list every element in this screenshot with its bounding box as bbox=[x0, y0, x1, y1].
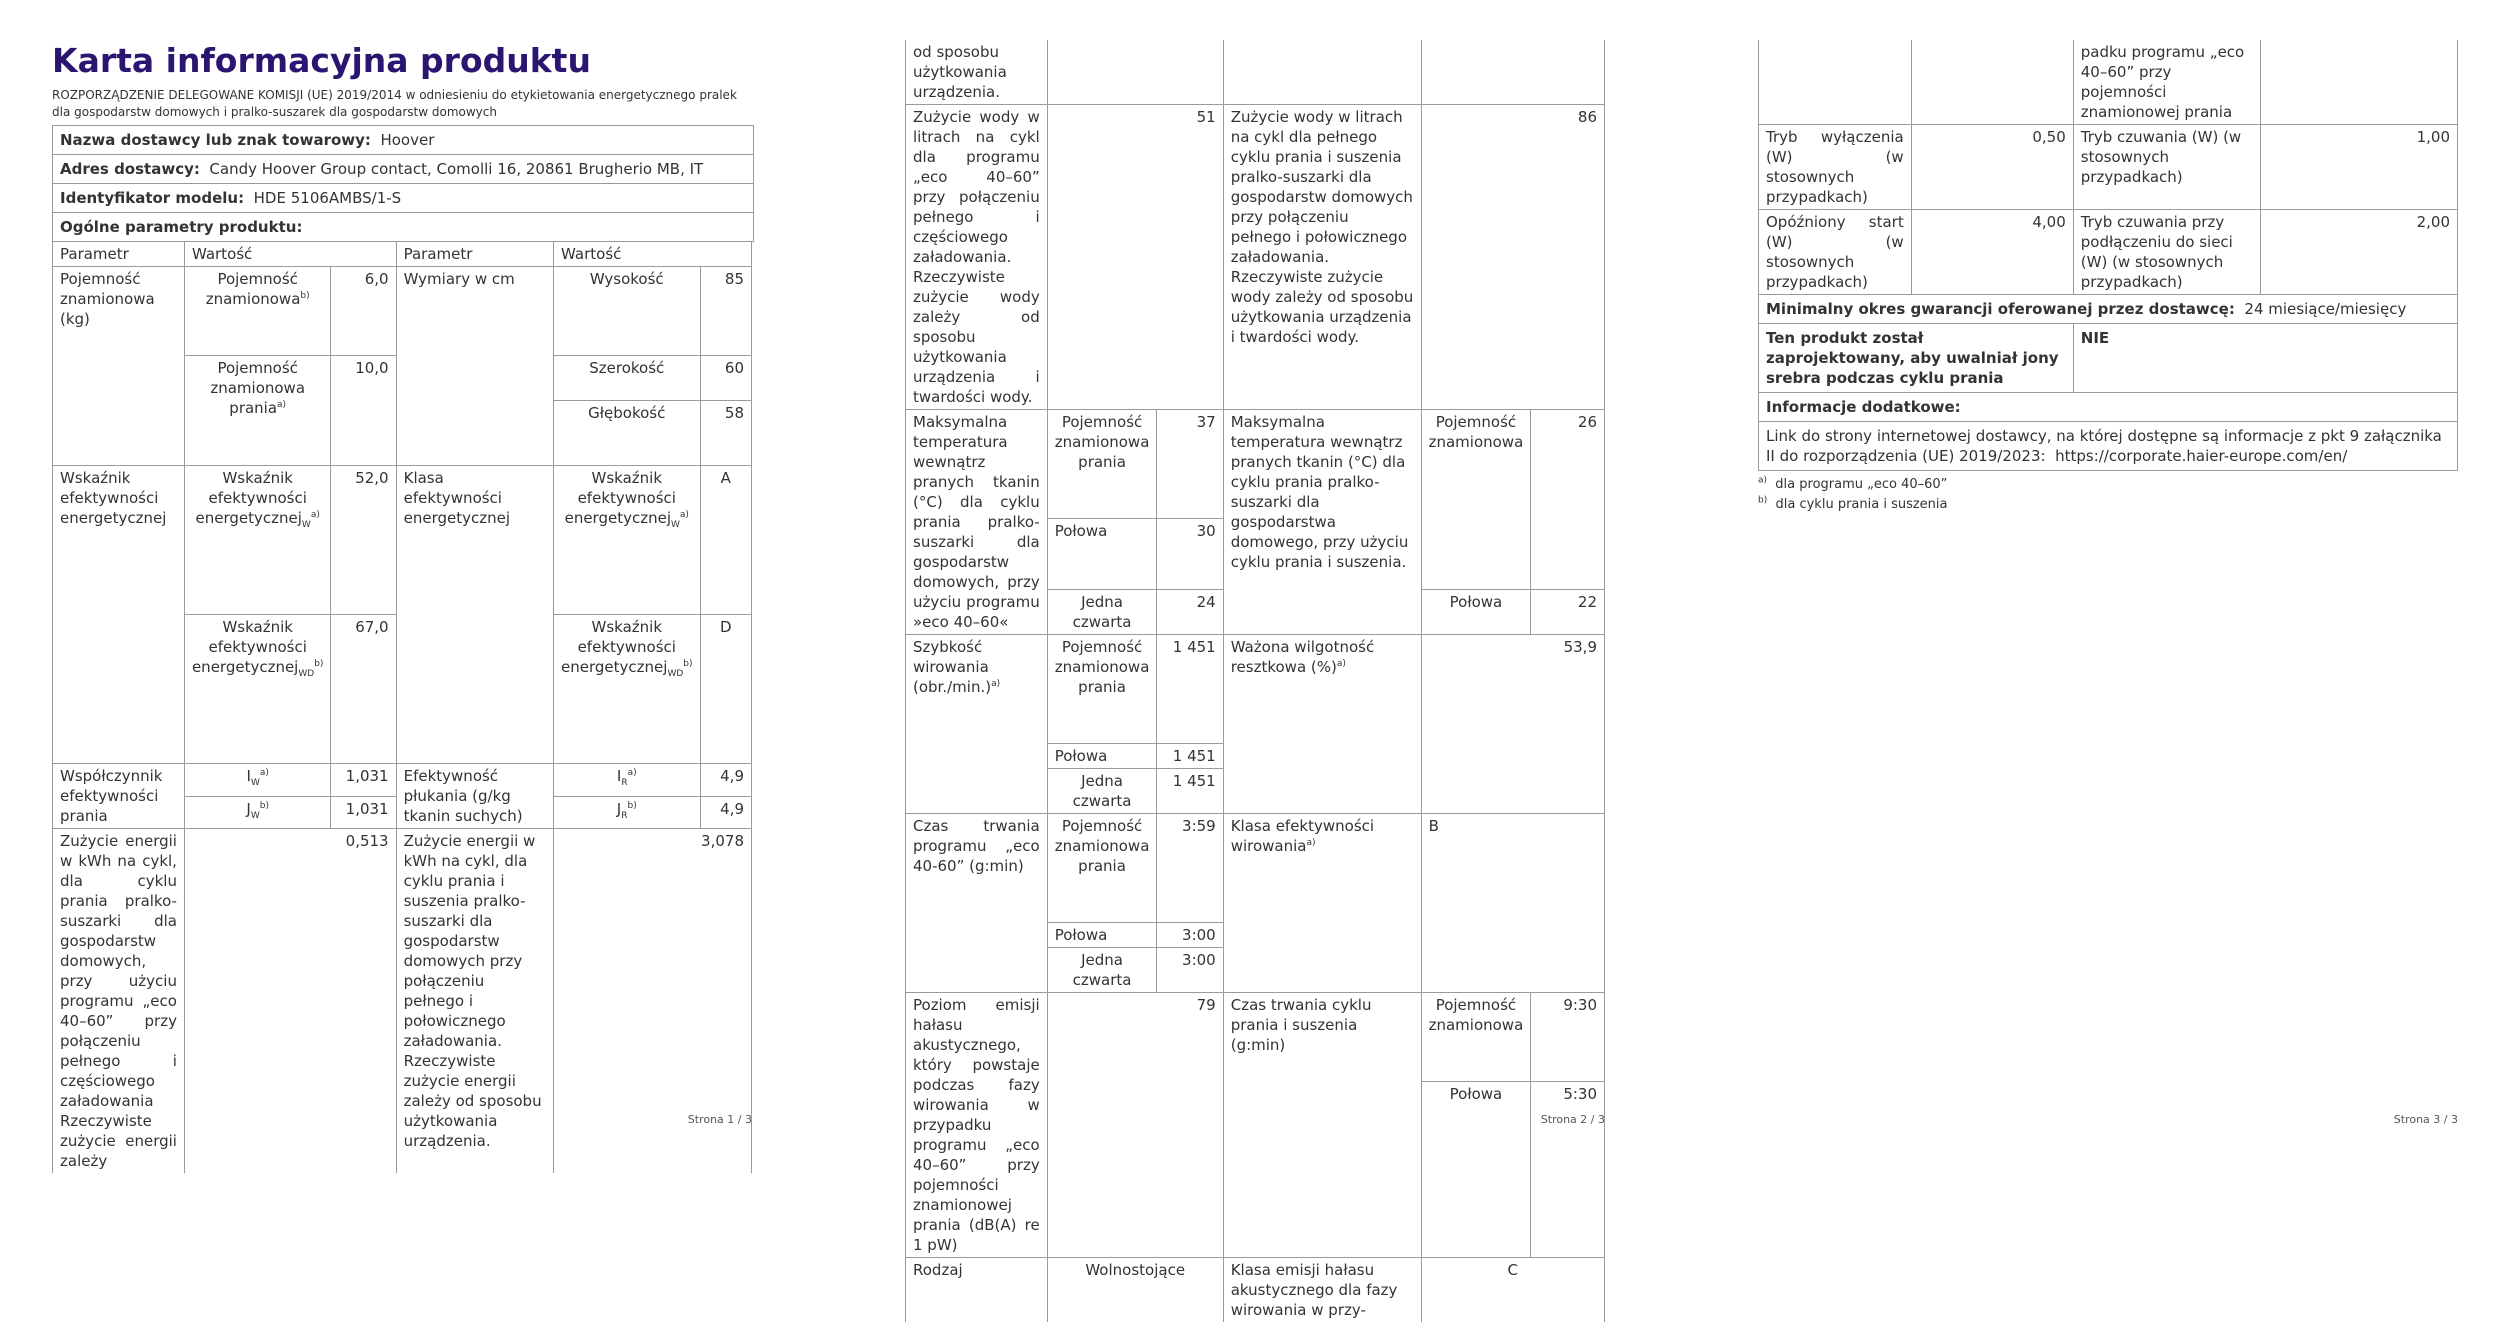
supplier-label: Nazwa dostawcy lub znak towarowy: bbox=[60, 131, 371, 149]
water-wash-value: 51 bbox=[1047, 105, 1223, 410]
temp-quarter-sub: Jedna czwarta bbox=[1047, 590, 1157, 635]
moisture-value: 53,9 bbox=[1421, 635, 1604, 814]
additional-info-label: Informacje dodatkowe: bbox=[1759, 393, 2458, 422]
regulation-text: ROZPORZĄDZENIE DELEGOWANE KOMISJI (UE) 2019/2014 w odniesieniu do etykietowania energetycznego pralek dla gospodarstw domowych i pralko-suszarek dla gospodarstw domowych bbox=[52, 87, 752, 121]
cont-empty-3 bbox=[1421, 40, 1604, 105]
temp-half-value: 30 bbox=[1157, 519, 1223, 590]
network-standby-value: 2,00 bbox=[2261, 210, 2458, 295]
iw-value: 1,031 bbox=[331, 764, 396, 797]
capacity-wd-value: 10,0 bbox=[331, 356, 396, 466]
iw-symbol: $I_W^{a)}$ bbox=[184, 764, 330, 797]
energy-wash-label: Zużycie energii w kWh na cykl, dla cyklu prania pralko-suszarki dla gospodarstw domowych, przy użyciu programu „eco 40–60” przy połączeniu pełnego i częściowego załadowania Rzeczywiste zużycie energii zależy bbox=[53, 829, 185, 1174]
jw-symbol: $J_W^{b)}$ bbox=[184, 796, 330, 829]
page-number: Strona 2 / 3 bbox=[1541, 1113, 1605, 1126]
depth-value: 58 bbox=[700, 401, 752, 466]
wd-duration-half-sub: Połowa bbox=[1421, 1082, 1531, 1258]
supplier-info-table bbox=[52, 125, 754, 242]
spin-label: Szybkość wirowania $(obr./\min.)^{a)}$ bbox=[906, 635, 1048, 814]
warranty-label: Minimalny okres gwarancji oferowanej przez dostawcę: bbox=[1766, 300, 2235, 318]
spin-quarter-sub: Jedna czwarta bbox=[1047, 769, 1157, 814]
temp-wash-label: Maksymalna temperatura wewnątrz pranych tkanin (°C) dla cyklu prania pralko-suszarki dla gospodarstw domowych, przy użyciu programu »eco 40–60« bbox=[906, 410, 1048, 635]
jw-value: 1,031 bbox=[331, 796, 396, 829]
supplier-link[interactable]: https://corporate.haier-europe.com/en/ bbox=[2055, 447, 2347, 465]
page-number: Strona 3 / 3 bbox=[2394, 1113, 2458, 1126]
spin-half-value: 1 451 bbox=[1157, 744, 1223, 769]
footnote-b: $^{b)}$ dla cyklu prania i suszenia bbox=[1758, 495, 2458, 515]
general-label: Ogólne parametry produktu: bbox=[60, 218, 302, 236]
noise-class-value: C bbox=[1421, 1258, 1604, 1322]
eei-label: Wskaźnik efektywności energetycznej bbox=[53, 466, 185, 764]
water-wd-label: Zużycie wody w litrach na cykl dla pełnego cyklu prania i suszenia pralko-suszarki dla gospodarstw domowych przy połączeniu pełnego i połowicznego załadowania. Rzeczywiste zużycie wody zależy od sposobu użytkowania urządzenia i twardości wody. bbox=[1223, 105, 1421, 410]
cont-empty-right-val bbox=[2261, 40, 2458, 125]
temp-wd-rated-value: 26 bbox=[1531, 410, 1605, 590]
warranty-value: 24 miesiące/miesięcy bbox=[2244, 300, 2406, 318]
duration-quarter-sub: Jedna czwarta bbox=[1047, 948, 1157, 993]
cont-text: padku programu „eco 40–60” przy pojemności znamionowej prania bbox=[2073, 40, 2260, 125]
parameters-table bbox=[52, 242, 752, 1173]
jr-value: 4,9 bbox=[700, 796, 752, 829]
eclass-wd-sub: Wskaźnik efektywności energetycznej$_{WD}^{b)}$ bbox=[554, 615, 700, 764]
page-number: Strona 1 / 3 bbox=[688, 1113, 752, 1126]
duration-half-value: 3:00 bbox=[1157, 923, 1223, 948]
supplier-value: Hoover bbox=[380, 131, 434, 149]
silver-ions-value: NIE bbox=[2073, 324, 2457, 393]
cont-text: od sposobu użytkowania urządzenia. bbox=[906, 40, 1048, 105]
delay-start-label: Opóźniony start (W) (w stosownych przypadkach) bbox=[1759, 210, 1912, 295]
energy-wd-label: Zużycie energii w kWh na cykl, dla cyklu prania i suszenia pralko-suszarki dla gospodarstw domowych przy połączeniu pełnego i połowicznego załadowania. Rzeczywiste zużycie energii zależy od sposobu użytkowania urządzenia. bbox=[396, 829, 553, 1174]
wd-duration-rated-value: 9:30 bbox=[1531, 993, 1605, 1082]
temp-wd-rated-sub: Pojemność znamionowa bbox=[1421, 410, 1531, 590]
noise-class-label: Klasa emisji hałasu akustycznego dla fazy wirowania w przy- bbox=[1223, 1258, 1421, 1322]
model-value: HDE 5106AMBS/1-S bbox=[254, 189, 402, 207]
wd-duration-half-value: 5:30 bbox=[1531, 1082, 1605, 1258]
water-wd-value: 86 bbox=[1421, 105, 1604, 410]
water-wash-label: Zużycie wody w litrach na cykl dla programu „eco 40–60” przy połączeniu pełnego i częściowego załadowania. Rzeczywiste zużycie wody zależy od sposobu użytkowania urządzenia i twardości wody. bbox=[906, 105, 1048, 410]
general-row bbox=[53, 213, 754, 242]
address-label: Adres dostawcy: bbox=[60, 160, 200, 178]
noise-label: Poziom emisji hałasu akustycznego, który powstaje podczas fazy wirowania w przypadku programu „eco 40–60” przy pojemności znamionowej prania (dB(A) re 1 pW) bbox=[906, 993, 1048, 1258]
noise-value: 79 bbox=[1047, 993, 1223, 1258]
address-row bbox=[53, 155, 754, 184]
parameters-table-end bbox=[1758, 40, 2458, 471]
temp-rated-value: 37 bbox=[1157, 410, 1223, 519]
off-mode-label: Tryb wyłączenia (W) (w stosownych przypadkach) bbox=[1759, 125, 1912, 210]
col-header-value-2: Wartość bbox=[554, 242, 752, 267]
col-header-param: Parametr bbox=[53, 242, 185, 267]
address-value: Candy Hoover Group contact, Comolli 16, 20861 Brugherio MB, IT bbox=[209, 160, 703, 178]
jr-symbol: $J_R^{b)}$ bbox=[554, 796, 700, 829]
parameters-table-cont bbox=[905, 40, 1605, 1322]
page-3 bbox=[1758, 0, 2458, 1183]
eclass-wd-value: D bbox=[700, 615, 752, 764]
spin-rated-sub: Pojemność znamionowa prania bbox=[1047, 635, 1157, 744]
energy-class-label: Klasa efektywności energetycznej bbox=[396, 466, 553, 764]
height-label: Wysokość bbox=[554, 267, 700, 356]
standby-value: 1,00 bbox=[2261, 125, 2458, 210]
silver-ions-label: Ten produkt został zaprojektowany, aby uwalniał jony srebra podczas cyklu prania bbox=[1759, 324, 2074, 393]
type-value: Wolnostojące bbox=[1047, 1258, 1223, 1322]
spin-class-label: Klasa efektywności wirowania$^{a)}$ bbox=[1223, 814, 1421, 993]
spin-rated-value: 1 451 bbox=[1157, 635, 1223, 744]
model-row bbox=[53, 184, 754, 213]
eclass-w-sub: Wskaźnik efektywności energetycznej$_W^{a)}$ bbox=[554, 466, 700, 615]
eei-w-sub: Wskaźnik efektywności energetycznej$_W^{a)}$ bbox=[184, 466, 330, 615]
duration-rated-value: 3:59 bbox=[1157, 814, 1223, 923]
footnotes bbox=[1758, 475, 2458, 515]
capacity-label: Pojemność znamionowa (kg) bbox=[53, 267, 185, 466]
wd-duration-rated-sub: Pojemność znamionowa bbox=[1421, 993, 1531, 1082]
cont-empty-2 bbox=[1223, 40, 1421, 105]
depth-label: Głębokość bbox=[554, 401, 700, 466]
moisture-label: Ważona wilgotność resztkowa (%)$^{a)}$ bbox=[1223, 635, 1421, 814]
capacity-wash-value: 6,0 bbox=[331, 267, 396, 356]
cont-empty-left bbox=[1759, 40, 1912, 125]
temp-half-sub: Połowa bbox=[1047, 519, 1157, 590]
capacity-wd-sub: Pojemność znamionowa prania$^{a)}$ bbox=[184, 356, 330, 466]
temp-rated-sub: Pojemność znamionowa prania bbox=[1047, 410, 1157, 519]
cont-empty-left-val bbox=[1911, 40, 2073, 125]
eei-w-value: 52,0 bbox=[331, 466, 396, 615]
dimensions-label: Wymiary w cm bbox=[396, 267, 553, 466]
standby-label: Tryb czuwania (W) (w stosownych przypadkach) bbox=[2073, 125, 2260, 210]
link-row bbox=[1759, 422, 2458, 471]
rinse-label: Efektywność płukania (g/kg tkanin suchych) bbox=[396, 764, 553, 829]
col-header-value: Wartość bbox=[184, 242, 396, 267]
link-text: Link do strony internetowej dostawcy, na której dostępne są informacje z pkt 9 załącznika II do rozporządzenia (UE) 2019/2023: bbox=[1766, 427, 2442, 465]
eclass-w-value: A bbox=[700, 466, 752, 615]
energy-wash-value: 0,513 bbox=[184, 829, 396, 1174]
model-label: Identyfikator modelu: bbox=[60, 189, 244, 207]
col-header-param-2: Parametr bbox=[396, 242, 553, 267]
energy-wd-value: 3,078 bbox=[554, 829, 752, 1174]
ir-value: 4,9 bbox=[700, 764, 752, 797]
type-label: Rodzaj bbox=[906, 1258, 1048, 1322]
spin-quarter-value: 1 451 bbox=[1157, 769, 1223, 814]
width-value: 60 bbox=[700, 356, 752, 401]
duration-rated-sub: Pojemność znamionowa prania bbox=[1047, 814, 1157, 923]
height-value: 85 bbox=[700, 267, 752, 356]
ir-symbol: $I_R^{a)}$ bbox=[554, 764, 700, 797]
duration-label: Czas trwania programu „eco 40-60” (g:min) bbox=[906, 814, 1048, 993]
page-2 bbox=[905, 0, 1605, 1183]
network-standby-label: Tryb czuwania przy podłączeniu do sieci (W) (w stosownych przypadkach) bbox=[2073, 210, 2260, 295]
spin-class-value: B bbox=[1421, 814, 1604, 993]
temp-wd-half-sub: Połowa bbox=[1421, 590, 1531, 635]
width-label: Szerokość bbox=[554, 356, 700, 401]
page-1 bbox=[52, 0, 752, 1183]
supplier-row bbox=[53, 126, 754, 155]
wash-eff-label: Współczynnik efektywności prania bbox=[53, 764, 185, 829]
temp-wd-label: Maksymalna temperatura wewnątrz pranych tkanin (°C) dla cyklu prania pralko-suszarki dla gospodarstwa domowego, przy użyciu cyklu prania i suszenia. bbox=[1223, 410, 1421, 635]
duration-quarter-value: 3:00 bbox=[1157, 948, 1223, 993]
wd-duration-label: Czas trwania cyklu prania i suszenia (g:min) bbox=[1223, 993, 1421, 1258]
eei-wd-value: 67,0 bbox=[331, 615, 396, 764]
eei-wd-sub: Wskaźnik efektywności energetycznej$_{WD}^{b)}$ bbox=[184, 615, 330, 764]
temp-quarter-value: 24 bbox=[1157, 590, 1223, 635]
duration-half-sub: Połowa bbox=[1047, 923, 1157, 948]
spin-half-sub: Połowa bbox=[1047, 744, 1157, 769]
off-mode-value: 0,50 bbox=[1911, 125, 2073, 210]
temp-wd-half-value: 22 bbox=[1531, 590, 1605, 635]
delay-start-value: 4,00 bbox=[1911, 210, 2073, 295]
footnote-a: $^{a)}$ dla programu „eco 40–60” bbox=[1758, 475, 2458, 495]
capacity-wash-sub: Pojemność znamionowa$^{b)}$ bbox=[184, 267, 330, 356]
document-title: Karta informacyjna produktu bbox=[52, 40, 752, 82]
cont-empty-1 bbox=[1047, 40, 1223, 105]
warranty-row bbox=[1759, 295, 2458, 324]
